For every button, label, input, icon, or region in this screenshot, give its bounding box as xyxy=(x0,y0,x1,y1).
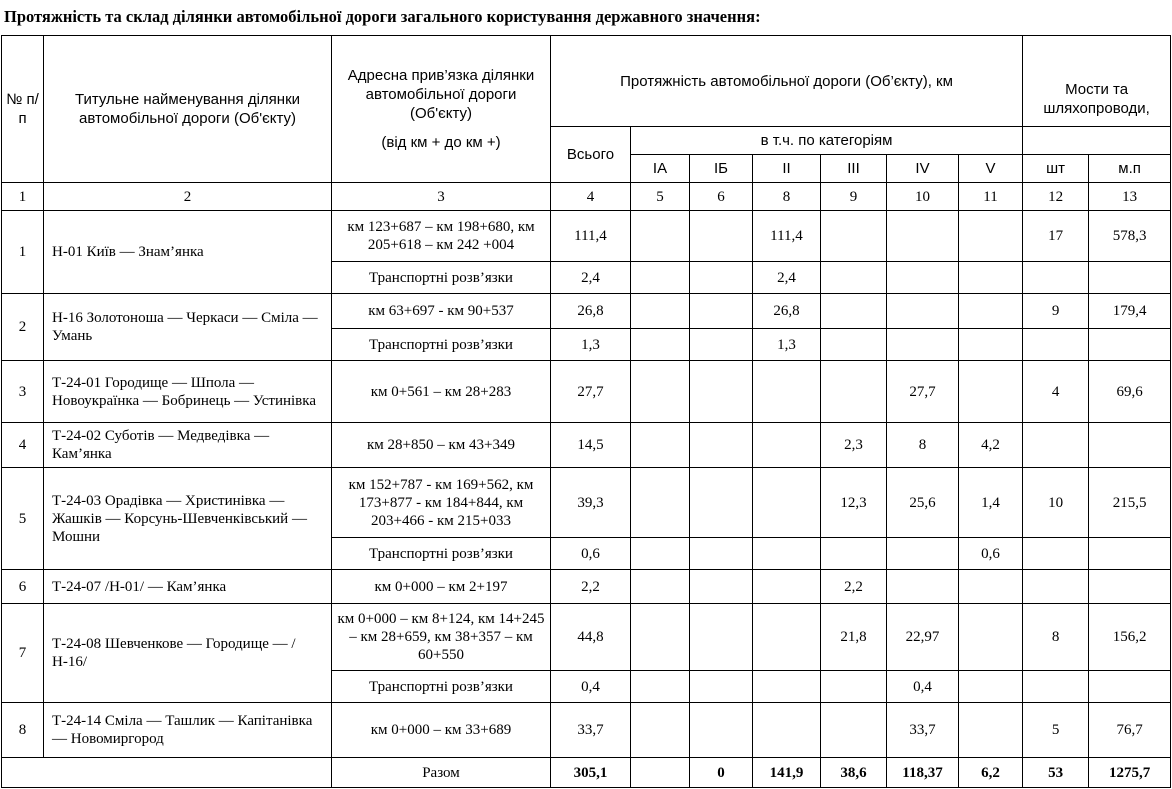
cell-bridges-mp xyxy=(1089,423,1171,468)
cell-bridges-pcs: 17 xyxy=(1023,211,1089,262)
col-number: 4 xyxy=(551,183,631,211)
row-name: Т-24-14 Сміла — Ташлик — Капітанівка — Новомиргород xyxy=(44,703,332,758)
cell-v xyxy=(959,329,1023,361)
cell-ib xyxy=(690,604,753,671)
row-address: Транспортні розв’язки xyxy=(332,262,551,294)
cell-total: 44,8 xyxy=(551,604,631,671)
row-num: 8 xyxy=(2,703,44,758)
cell-ib xyxy=(690,468,753,538)
cell-v xyxy=(959,703,1023,758)
cell-total: 1,3 xyxy=(551,329,631,361)
table-row xyxy=(2,211,1171,262)
header-length: Протяжність автомобільної дороги (Об’єкту), км xyxy=(551,36,1023,127)
cell-total: 2,4 xyxy=(551,262,631,294)
cell-v xyxy=(959,604,1023,671)
table-row xyxy=(2,468,1171,538)
cell-ia xyxy=(631,361,690,423)
cell-bridges-mp xyxy=(1089,538,1171,570)
cell-total: 0,4 xyxy=(551,671,631,703)
col-number: 11 xyxy=(959,183,1023,211)
row-address: км 123+687 – км 198+680, км 205+618 – км 242 +004 xyxy=(332,211,551,262)
cell-v xyxy=(959,294,1023,329)
cell-ia xyxy=(631,211,690,262)
cell-iv xyxy=(887,211,959,262)
cell-bridges-pcs: 4 xyxy=(1023,361,1089,423)
cell-ia xyxy=(631,671,690,703)
cell-iii xyxy=(821,361,887,423)
header-num: № п/п xyxy=(2,36,44,183)
cell-bridges-pcs xyxy=(1023,423,1089,468)
row-address: км 0+561 – км 28+283 xyxy=(332,361,551,423)
cell-bridges-mp xyxy=(1089,329,1171,361)
cell-iv: 0,4 xyxy=(887,671,959,703)
col-number: 9 xyxy=(821,183,887,211)
col-number: 2 xyxy=(44,183,332,211)
cell-iv xyxy=(887,329,959,361)
cell-bridges-mp: 69,6 xyxy=(1089,361,1171,423)
cell-bridges-pcs xyxy=(1023,671,1089,703)
cell-v: 4,2 xyxy=(959,423,1023,468)
cell-total: 0,6 xyxy=(551,538,631,570)
cell-iii: 2,3 xyxy=(821,423,887,468)
summary-label: Разом xyxy=(332,758,551,788)
cell-ib xyxy=(690,294,753,329)
cell-ii xyxy=(753,538,821,570)
row-num: 1 xyxy=(2,211,44,294)
cell-ib xyxy=(690,262,753,294)
row-num: 2 xyxy=(2,294,44,361)
row-name: Т-24-03 Орадівка — Христинівка — Жашків — Корсунь-Шевченківський — Мошни xyxy=(44,468,332,570)
row-name: Т-24-01 Городище — Шпола — Новоукраїнка — Бобринець — Устинівка xyxy=(44,361,332,423)
roads-table xyxy=(1,35,1171,788)
cell-iii: 21,8 xyxy=(821,604,887,671)
cell-ii xyxy=(753,361,821,423)
cell-bridges-mp: 179,4 xyxy=(1089,294,1171,329)
cell-ib xyxy=(690,423,753,468)
cell-ii: 111,4 xyxy=(753,211,821,262)
header-bridges-mp: м.п xyxy=(1089,155,1171,183)
cell-ib xyxy=(690,361,753,423)
cell-bridges-mp: 215,5 xyxy=(1089,468,1171,538)
cell-iii xyxy=(821,329,887,361)
cell-iv xyxy=(887,538,959,570)
col-number: 5 xyxy=(631,183,690,211)
cell-total: 2,2 xyxy=(551,570,631,604)
summary-blank xyxy=(2,758,332,788)
cell-iv xyxy=(887,262,959,294)
summary-v: 6,2 xyxy=(959,758,1023,788)
col-number: 3 xyxy=(332,183,551,211)
header-bridges-pcs: шт xyxy=(1023,155,1089,183)
cell-total: 14,5 xyxy=(551,423,631,468)
cell-ia xyxy=(631,538,690,570)
cell-v: 0,6 xyxy=(959,538,1023,570)
cell-iii xyxy=(821,703,887,758)
row-address: Транспортні розв’язки xyxy=(332,538,551,570)
summary-bridges-mp: 1275,7 xyxy=(1089,758,1171,788)
cell-bridges-pcs xyxy=(1023,329,1089,361)
cell-bridges-pcs: 10 xyxy=(1023,468,1089,538)
cell-iv xyxy=(887,294,959,329)
row-address: км 63+697 - км 90+537 xyxy=(332,294,551,329)
summary-iv: 118,37 xyxy=(887,758,959,788)
cell-ib xyxy=(690,570,753,604)
row-num: 6 xyxy=(2,570,44,604)
cell-ia xyxy=(631,329,690,361)
cell-bridges-pcs xyxy=(1023,570,1089,604)
summary-ii: 141,9 xyxy=(753,758,821,788)
summary-bridges-pcs: 53 xyxy=(1023,758,1089,788)
table-row xyxy=(2,423,1171,468)
col-number: 1 xyxy=(2,183,44,211)
cell-ii: 1,3 xyxy=(753,329,821,361)
cell-ib xyxy=(690,671,753,703)
cell-bridges-mp: 578,3 xyxy=(1089,211,1171,262)
cell-bridges-mp: 76,7 xyxy=(1089,703,1171,758)
table-row xyxy=(2,703,1171,758)
cell-iii: 2,2 xyxy=(821,570,887,604)
row-address: км 28+850 – км 43+349 xyxy=(332,423,551,468)
cell-ia xyxy=(631,604,690,671)
header-address-sub: (від км + до км +) xyxy=(381,134,501,151)
col-number: 10 xyxy=(887,183,959,211)
col-number: 6 xyxy=(690,183,753,211)
row-num: 7 xyxy=(2,604,44,703)
header-total: Всього xyxy=(551,127,631,183)
cell-ia xyxy=(631,294,690,329)
row-address: км 0+000 – км 33+689 xyxy=(332,703,551,758)
summary-total: 305,1 xyxy=(551,758,631,788)
cell-bridges-mp xyxy=(1089,570,1171,604)
row-num: 3 xyxy=(2,361,44,423)
cell-bridges-pcs xyxy=(1023,262,1089,294)
cell-v xyxy=(959,361,1023,423)
cell-iv xyxy=(887,570,959,604)
header-cat-iv: IV xyxy=(887,155,959,183)
cell-iii xyxy=(821,538,887,570)
header-bridges-label: Мости та шляхопроводи, xyxy=(1043,81,1150,117)
cell-iv: 8 xyxy=(887,423,959,468)
cell-ia xyxy=(631,262,690,294)
header-bridges xyxy=(1023,36,1171,127)
header-cat-iii: III xyxy=(821,155,887,183)
table-row xyxy=(2,361,1171,423)
cell-ia xyxy=(631,468,690,538)
cell-v xyxy=(959,262,1023,294)
cell-ib xyxy=(690,538,753,570)
cell-bridges-mp: 156,2 xyxy=(1089,604,1171,671)
cell-v xyxy=(959,211,1023,262)
row-address: км 152+787 - км 169+562, км 173+877 - км 184+844, км 203+466 - км 215+033 xyxy=(332,468,551,538)
cell-v xyxy=(959,570,1023,604)
cell-ii xyxy=(753,468,821,538)
cell-bridges-mp xyxy=(1089,671,1171,703)
cell-v xyxy=(959,671,1023,703)
row-num: 4 xyxy=(2,423,44,468)
header-cat-v: V xyxy=(959,155,1023,183)
table-row xyxy=(2,604,1171,671)
cell-iii xyxy=(821,671,887,703)
cell-ia xyxy=(631,570,690,604)
cell-ii: 26,8 xyxy=(753,294,821,329)
cell-iii: 12,3 xyxy=(821,468,887,538)
cell-ii xyxy=(753,671,821,703)
header-by-category: в т.ч. по категоріям xyxy=(631,127,1023,155)
row-name: Т-24-02 Суботів — Медведівка — Кам’янка xyxy=(44,423,332,468)
cell-ib xyxy=(690,703,753,758)
cell-ii xyxy=(753,703,821,758)
cell-iii xyxy=(821,211,887,262)
cell-bridges-pcs: 9 xyxy=(1023,294,1089,329)
cell-total: 111,4 xyxy=(551,211,631,262)
row-address: км 0+000 – км 8+124, км 14+245 – км 28+659, км 38+357 – км 60+550 xyxy=(332,604,551,671)
cell-total: 26,8 xyxy=(551,294,631,329)
cell-ib xyxy=(690,329,753,361)
row-name: Н-01 Київ — Знам’янка xyxy=(44,211,332,294)
cell-bridges-pcs: 5 xyxy=(1023,703,1089,758)
summary-ib: 0 xyxy=(690,758,753,788)
cell-iv: 22,97 xyxy=(887,604,959,671)
row-address: км 0+000 – км 2+197 xyxy=(332,570,551,604)
cell-ii xyxy=(753,604,821,671)
cell-iii xyxy=(821,294,887,329)
col-number: 12 xyxy=(1023,183,1089,211)
document-title: Протяжність та склад ділянки автомобільної дороги загального користування державного значення: xyxy=(4,7,761,26)
row-address: Транспортні розв’язки xyxy=(332,671,551,703)
cell-ib xyxy=(690,211,753,262)
header-name: Титульне найменування ділянки автомобільної дороги (Об'єкту) xyxy=(44,36,332,183)
cell-total: 27,7 xyxy=(551,361,631,423)
cell-bridges-mp xyxy=(1089,262,1171,294)
header-address-main: Адресна прив’язка ділянки автомобільної дороги (Об'єкту) xyxy=(347,67,535,122)
header-address xyxy=(332,36,551,183)
summary-ia xyxy=(631,758,690,788)
header-cat-ii: II xyxy=(753,155,821,183)
cell-ii xyxy=(753,570,821,604)
column-numbers-row xyxy=(2,183,1171,211)
cell-v: 1,4 xyxy=(959,468,1023,538)
cell-total: 39,3 xyxy=(551,468,631,538)
row-name: Т-24-08 Шевченкове — Городище — /Н-16/ xyxy=(44,604,332,703)
cell-iii xyxy=(821,262,887,294)
col-number: 13 xyxy=(1089,183,1171,211)
summary-row xyxy=(2,758,1171,788)
col-number: 8 xyxy=(753,183,821,211)
table-row xyxy=(2,570,1171,604)
table-row xyxy=(2,294,1171,329)
header-bridges-gap xyxy=(1023,127,1171,155)
cell-ii xyxy=(753,423,821,468)
row-num: 5 xyxy=(2,468,44,570)
cell-ii: 2,4 xyxy=(753,262,821,294)
cell-iv: 33,7 xyxy=(887,703,959,758)
cell-ia xyxy=(631,423,690,468)
row-name: Н-16 Золотоноша — Черкаси — Сміла — Умань xyxy=(44,294,332,361)
cell-ia xyxy=(631,703,690,758)
summary-iii: 38,6 xyxy=(821,758,887,788)
header-cat-ia: IA xyxy=(631,155,690,183)
cell-iv: 25,6 xyxy=(887,468,959,538)
row-name: Т-24-07 /Н-01/ — Кам’янка xyxy=(44,570,332,604)
cell-bridges-pcs: 8 xyxy=(1023,604,1089,671)
row-address: Транспортні розв’язки xyxy=(332,329,551,361)
cell-bridges-pcs xyxy=(1023,538,1089,570)
cell-iv: 27,7 xyxy=(887,361,959,423)
header-cat-ib: IБ xyxy=(690,155,753,183)
cell-total: 33,7 xyxy=(551,703,631,758)
